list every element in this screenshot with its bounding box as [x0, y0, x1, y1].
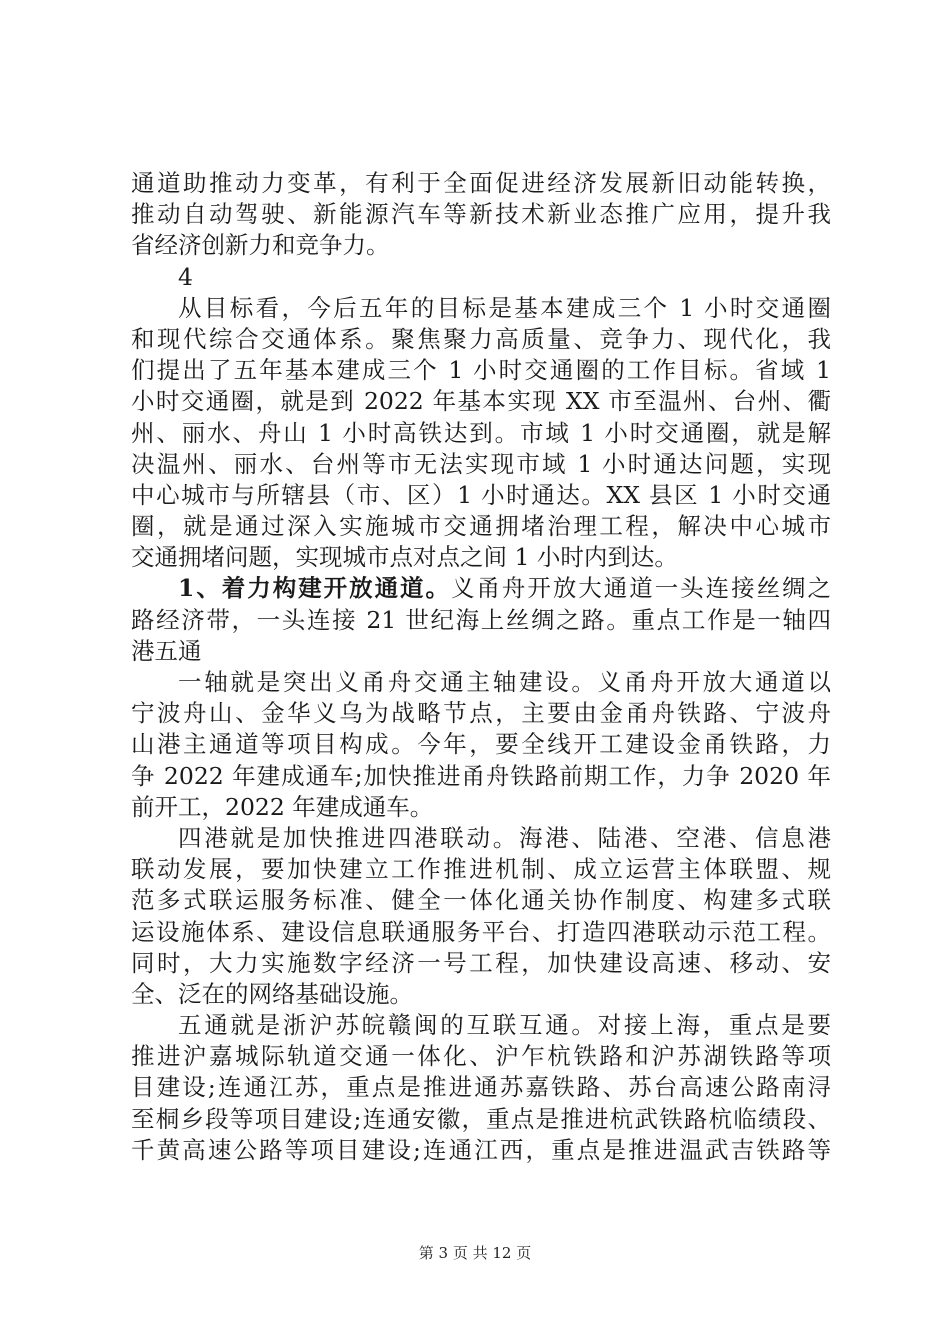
text-line: 运设施体系、建设信息联通服务平台、打造四港联动示范工程。: [131, 917, 831, 946]
section-heading-text: 义甬舟开放大通道一头连接丝绸之: [450, 574, 831, 603]
text-line: 路经济带，一头连接 21 世纪海上丝绸之路。重点工作是一轴四: [131, 605, 831, 634]
text-line: 争 2022 年建成通车;加快推进甬舟铁路前期工作，力争 2020 年: [131, 761, 831, 790]
text-line: 州、丽水、舟山 1 小时高铁达到。市域 1 小时交通圈，就是解: [131, 418, 831, 447]
text-line: 小时交通圈，就是到 2022 年基本实现 XX 市至温州、台州、衢: [131, 387, 831, 416]
document-body: [131, 168, 831, 1166]
section-heading-line: [131, 573, 831, 604]
text-line: 港五通: [131, 636, 202, 665]
text-line: 省经济创新力和竞争力。: [131, 231, 390, 260]
paragraph-start-line: 从目标看，今后五年的目标是基本建成三个 1 小时交通圈: [178, 293, 831, 322]
text-line: 中心城市与所辖县（市、区）1 小时通达。XX 县区 1 小时交通: [131, 480, 831, 509]
text-line: 推进沪嘉城际轨道交通一体化、沪乍杭铁路和沪苏湖铁路等项: [131, 1042, 831, 1071]
paragraph-start-line: 四港就是加快推进四港联动。海港、陆港、空港、信息港: [178, 823, 831, 852]
text-line: 圈，就是通过深入实施城市交通拥堵治理工程，解决中心城市: [131, 512, 831, 541]
text-line: 宁波舟山、金华义乌为战略节点，主要由金甬舟铁路、宁波舟: [131, 699, 831, 728]
text-line: 推动自动驾驶、新能源汽车等新技术新业态推广应用，提升我: [131, 200, 831, 229]
text-line: 全、泛在的网络基础设施。: [131, 979, 413, 1008]
text-line: 范多式联运服务标准、健全一体化通关协作制度、构建多式联: [131, 886, 831, 915]
paragraph-start-line: 一轴就是突出义甬舟交通主轴建设。义甬舟开放大通道以: [178, 668, 831, 696]
text-line: 通道助推动力变革，有利于全面促进经济发展新旧动能转换，: [131, 169, 831, 197]
text-line: 和现代综合交通体系。聚焦聚力高质量、竞争力、现代化，我: [131, 324, 831, 353]
text-line: 决温州、丽水、台州等市无法实现市域 1 小时通达问题，实现: [131, 449, 831, 478]
text-line: 目建设;连通江苏，重点是推进通苏嘉铁路、苏台高速公路南浔: [131, 1073, 831, 1102]
text-line: 山港主通道等项目构成。今年，要全线开工建设金甬铁路，力: [131, 730, 831, 759]
text-line: 交通拥堵问题，实现城市点对点之间 1 小时内到达。: [131, 543, 678, 572]
text-line: 同时，大力实施数字经济一号工程，加快建设高速、移动、安: [131, 948, 831, 977]
inline-page-number: 4: [178, 262, 193, 291]
text-line: 们提出了五年基本建成三个 1 小时交通圈的工作目标。省域 1: [131, 356, 831, 385]
page-footer: 第 3 页 共 12 页: [418, 1244, 532, 1262]
section-heading: 1、着力构建开放通道。: [178, 574, 451, 603]
text-line: 千黄高速公路等项目建设;连通江西，重点是推进温武吉铁路等: [131, 1135, 831, 1164]
text-line: 至桐乡段等项目建设;连通安徽，重点是推进杭武铁路杭临绩段、: [131, 1104, 831, 1133]
paragraph-start-line: 五通就是浙沪苏皖赣闽的互联互通。对接上海，重点是要: [178, 1011, 831, 1040]
text-line: 前开工，2022 年建成通车。: [131, 792, 434, 821]
text-line: 联动发展，要加快建立工作推进机制、成立运营主体联盟、规: [131, 855, 831, 884]
